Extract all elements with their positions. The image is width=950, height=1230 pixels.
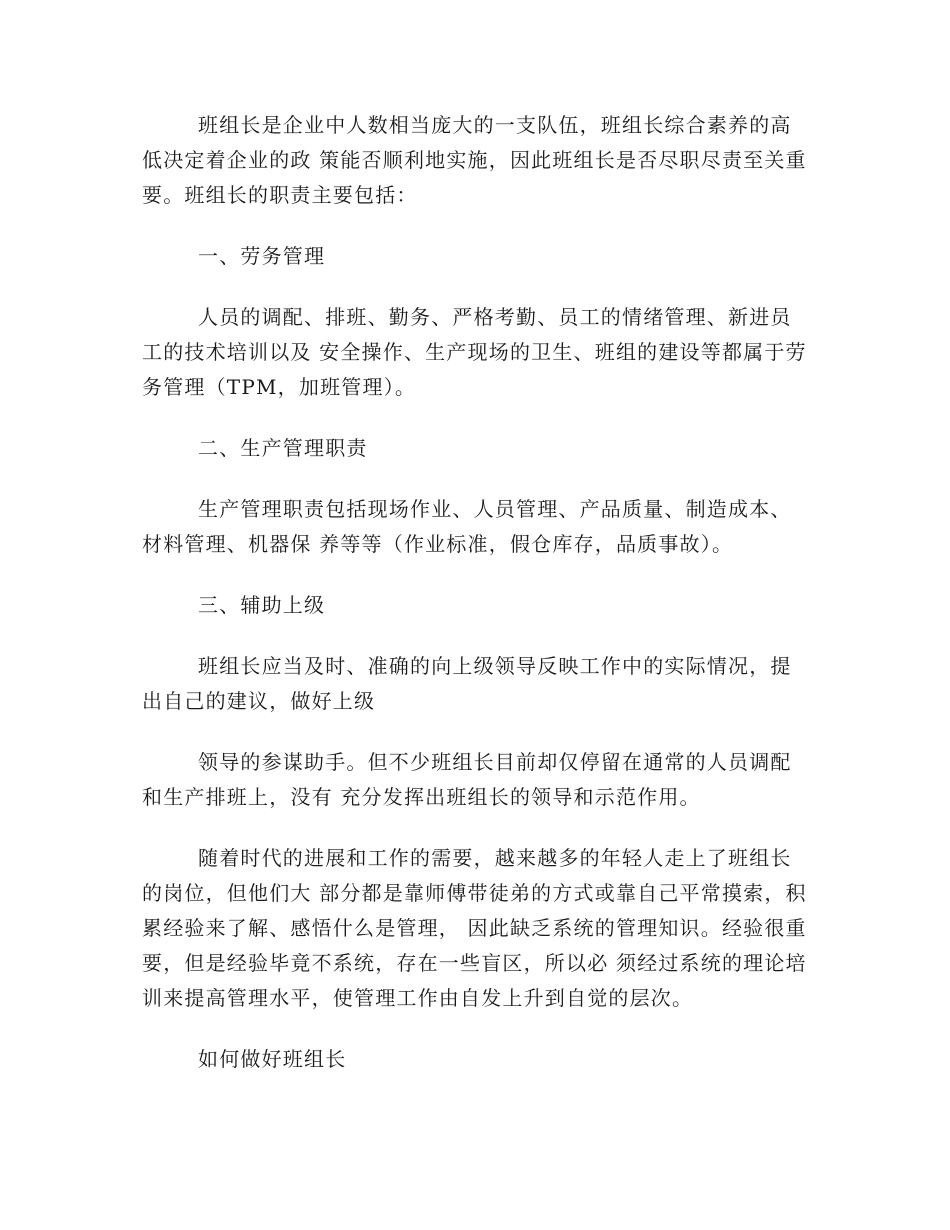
paragraph-advisor-role: 领导的参谋助手。但不少班组长目前却仅停留在通常的人员调配和生产排班上，没有 充分发挥出班组长的领导和示范作用。 — [142, 750, 792, 809]
section-heading-assist-superior: 三、辅助上级 — [198, 593, 326, 617]
document-body — [142, 108, 810, 1103]
paragraph-assist-superior: 班组长应当及时、准确的向上级领导反映工作中的实际情况，提出自己的建议，做好上级 — [142, 654, 792, 713]
paragraph-development: 随着时代的进展和工作的需要，越来越多的年轻人走上了班组长的岗位，但他们大 部分都是靠师傅带徒弟的方式或靠自己平常摸索，积累经验来了解、感悟什么是管理， 因此缺乏系统的管理知识。经验很重要，但是经验毕竟不系统，存在一些盲区，所以必 须经过系统的理论培训来提高管理水平，使管理工作由自发上升到自觉的层次。 — [142, 846, 807, 1010]
section-heading-how-to: 如何做好班组长 — [198, 1047, 347, 1071]
paragraph-labor-management: 人员的调配、排班、勤务、严格考勤、员工的情绪管理、新进员工的技术培训以及 安全操作、生产现场的卫生、班组的建设等都属于劳务管理（TPM，加班管理）。 — [142, 305, 807, 399]
section-heading-production-management: 二、生产管理职责 — [198, 436, 368, 460]
paragraph-production-management: 生产管理职责包括现场作业、人员管理、产品质量、制造成本、材料管理、机器保 养等等（作业标准，假仓库存，品质事故）。 — [142, 497, 792, 556]
section-heading-labor-management: 一、劳务管理 — [198, 244, 326, 268]
paragraph-intro: 班组长是企业中人数相当庞大的一支队伍，班组长综合素养的高低决定着企业的政 策能否顺利地实施，因此班组长是否尽职尽责至关重要。班组长的职责主要包括： — [142, 113, 807, 207]
